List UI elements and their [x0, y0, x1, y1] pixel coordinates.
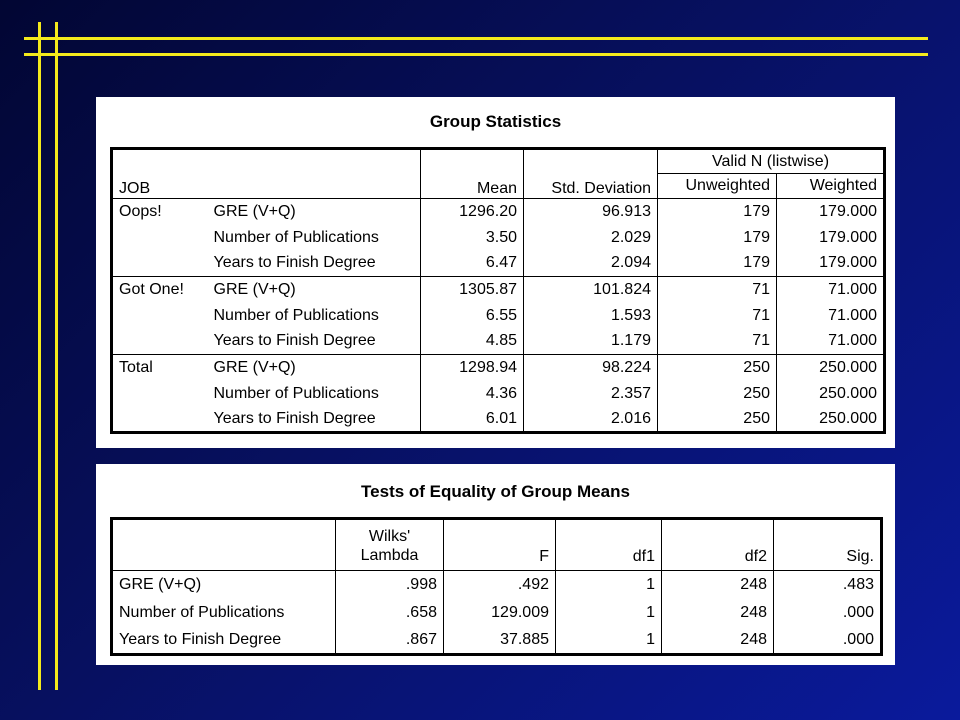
table-row	[112, 355, 885, 381]
variable-label: Years to Finish Degree	[119, 630, 282, 648]
sig-value: .483	[774, 571, 882, 599]
mean-value: 6.47	[421, 251, 524, 277]
variable-label: Years to Finish Degree	[213, 332, 376, 350]
weighted-value: 71.000	[777, 329, 885, 355]
unweighted-value: 250	[658, 355, 777, 381]
header-f: F	[444, 519, 556, 571]
header-weighted: Weighted	[777, 174, 885, 199]
deco-vertical-line-2	[55, 22, 58, 690]
group-statistics-title: Group Statistics	[429, 112, 562, 131]
variable-label: Number of Publications	[119, 603, 285, 621]
sig-value: .000	[774, 599, 882, 627]
variable-label: GRE (V+Q)	[208, 277, 421, 303]
group-label: Oops!	[112, 199, 208, 225]
variable-label: Number of Publications	[213, 228, 379, 246]
group-label	[112, 251, 208, 277]
unweighted-value: 179	[658, 199, 777, 225]
header-job-cell	[112, 149, 421, 199]
header-valid-n: Valid N (listwise)	[658, 149, 885, 174]
unweighted-value: 250	[658, 381, 777, 407]
std-value: 101.824	[524, 277, 658, 303]
table-row	[112, 277, 885, 303]
group-label: Got One!	[112, 277, 208, 303]
group-statistics-table	[110, 147, 886, 434]
group-label	[112, 225, 208, 251]
variable-label: GRE (V+Q)	[208, 199, 421, 225]
unweighted-value: 71	[658, 277, 777, 303]
variable-label: GRE (V+Q)	[208, 355, 421, 381]
equality-tests-body	[112, 571, 882, 655]
unweighted-value: 179	[658, 225, 777, 251]
df2-value: 248	[662, 571, 774, 599]
weighted-value: 179.000	[777, 251, 885, 277]
std-value: 98.224	[524, 355, 658, 381]
variable-label: Years to Finish Degree	[213, 254, 376, 272]
group-label	[112, 407, 208, 433]
table-row	[112, 381, 885, 407]
variable-label: Years to Finish Degree	[213, 409, 376, 427]
header-unweighted: Unweighted	[658, 174, 777, 199]
df1-value: 1	[556, 571, 662, 599]
group-label	[112, 303, 208, 329]
wilks-lambda-value: .867	[336, 627, 444, 655]
mean-value: 3.50	[421, 225, 524, 251]
variable-label: GRE (V+Q)	[119, 575, 202, 593]
mean-value: 4.85	[421, 329, 524, 355]
deco-horizontal-line-2	[24, 53, 928, 56]
header-std: Std. Deviation	[524, 149, 658, 199]
header-df1: df1	[556, 519, 662, 571]
df2-value: 248	[662, 627, 774, 655]
df2-value: 248	[662, 599, 774, 627]
header-df2: df2	[662, 519, 774, 571]
deco-vertical-line-1	[38, 22, 41, 690]
header-sig: Sig.	[774, 519, 882, 571]
mean-value: 6.01	[421, 407, 524, 433]
f-value: 129.009	[444, 599, 556, 627]
equality-tests-panel	[96, 464, 895, 665]
std-value: 2.357	[524, 381, 658, 407]
weighted-value: 71.000	[777, 303, 885, 329]
mean-value: 6.55	[421, 303, 524, 329]
weighted-value: 179.000	[777, 199, 885, 225]
std-value: 2.029	[524, 225, 658, 251]
f-value: 37.885	[444, 627, 556, 655]
group-label: Total	[112, 355, 208, 381]
table-row	[112, 199, 885, 225]
header-wilks: Wilks'	[368, 528, 411, 545]
mean-value: 1305.87	[421, 277, 524, 303]
table-row	[112, 599, 882, 627]
df1-value: 1	[556, 627, 662, 655]
header-lambda: Lambda	[360, 547, 419, 564]
weighted-value: 250.000	[777, 355, 885, 381]
std-value: 1.593	[524, 303, 658, 329]
table-row	[112, 251, 885, 277]
group-label	[112, 381, 208, 407]
equality-tests-table	[110, 517, 883, 656]
header-job: JOB	[119, 180, 151, 197]
unweighted-value: 71	[658, 303, 777, 329]
std-value: 2.094	[524, 251, 658, 277]
f-value: .492	[444, 571, 556, 599]
variable-label: Number of Publications	[213, 384, 379, 402]
table-row	[112, 407, 885, 433]
std-value: 96.913	[524, 199, 658, 225]
wilks-lambda-value: .658	[336, 599, 444, 627]
table-row	[112, 303, 885, 329]
wilks-lambda-value: .998	[336, 571, 444, 599]
unweighted-value: 179	[658, 251, 777, 277]
group-statistics-body	[112, 199, 885, 433]
std-value: 2.016	[524, 407, 658, 433]
table-row	[112, 225, 885, 251]
weighted-value: 250.000	[777, 407, 885, 433]
deco-horizontal-line-1	[24, 37, 928, 40]
weighted-value: 250.000	[777, 381, 885, 407]
weighted-value: 71.000	[777, 277, 885, 303]
table-row	[112, 571, 882, 599]
unweighted-value: 250	[658, 407, 777, 433]
std-value: 1.179	[524, 329, 658, 355]
group-label	[112, 329, 208, 355]
mean-value: 1298.94	[421, 355, 524, 381]
unweighted-value: 71	[658, 329, 777, 355]
header-wilks-lambda-cell	[336, 519, 444, 571]
sig-value: .000	[774, 627, 882, 655]
group-statistics-panel	[96, 97, 895, 448]
mean-value: 4.36	[421, 381, 524, 407]
mean-value: 1296.20	[421, 199, 524, 225]
variable-label: Number of Publications	[213, 306, 379, 324]
table-row	[112, 329, 885, 355]
equality-tests-title: Tests of Equality of Group Means	[361, 482, 630, 501]
df1-value: 1	[556, 599, 662, 627]
header-mean: Mean	[421, 149, 524, 199]
header-variable	[112, 519, 336, 571]
weighted-value: 179.000	[777, 225, 885, 251]
table-row	[112, 627, 882, 655]
